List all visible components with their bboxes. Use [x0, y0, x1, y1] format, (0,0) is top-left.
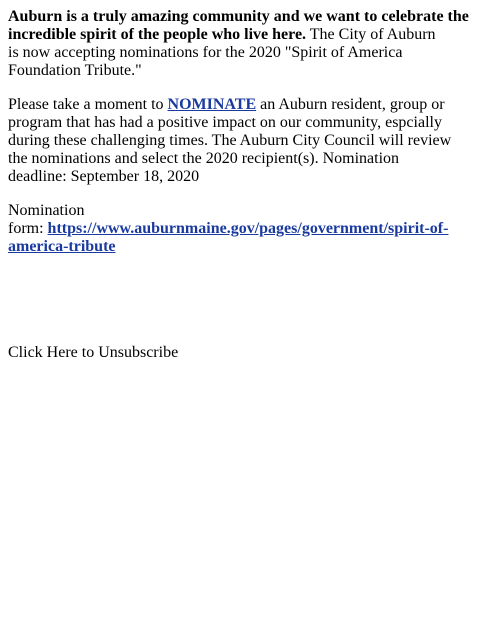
form-paragraph: [8, 202, 460, 256]
intro-text-line1: The City of Auburn: [309, 26, 436, 43]
unsubscribe-paragraph: [8, 344, 460, 362]
nominate-before-text: Please take a moment to: [8, 96, 164, 113]
nominate-paragraph: [8, 96, 460, 186]
intro-text-line2: is now accepting nominations for the 2020 "Spirit of America Foundation Tribute.": [8, 44, 403, 79]
form-label-line2: form:: [8, 220, 44, 237]
form-label-line1: Nomination: [8, 202, 85, 219]
nominate-after-text: an Auburn resident, group or program that has had a positive impact on our community, espcially during these challenging times. The Auburn City Council will review the nominations and select the 2020 recipient(s). Nomination: [8, 96, 452, 167]
nomination-form-link[interactable]: https://www.auburnmaine.gov/pages/government/spirit-of-america-tribute: [8, 220, 449, 255]
nominate-link[interactable]: NOMINATE: [167, 96, 257, 113]
intro-bold-text: Auburn is a truly amazing community and we want to celebrate the incredible spirit of the people who live here.: [8, 8, 469, 43]
unsubscribe-link[interactable]: Click Here to Unsubscribe: [8, 344, 179, 361]
intro-paragraph: [8, 8, 474, 80]
nomination-deadline: deadline: September 18, 2020: [8, 168, 200, 185]
